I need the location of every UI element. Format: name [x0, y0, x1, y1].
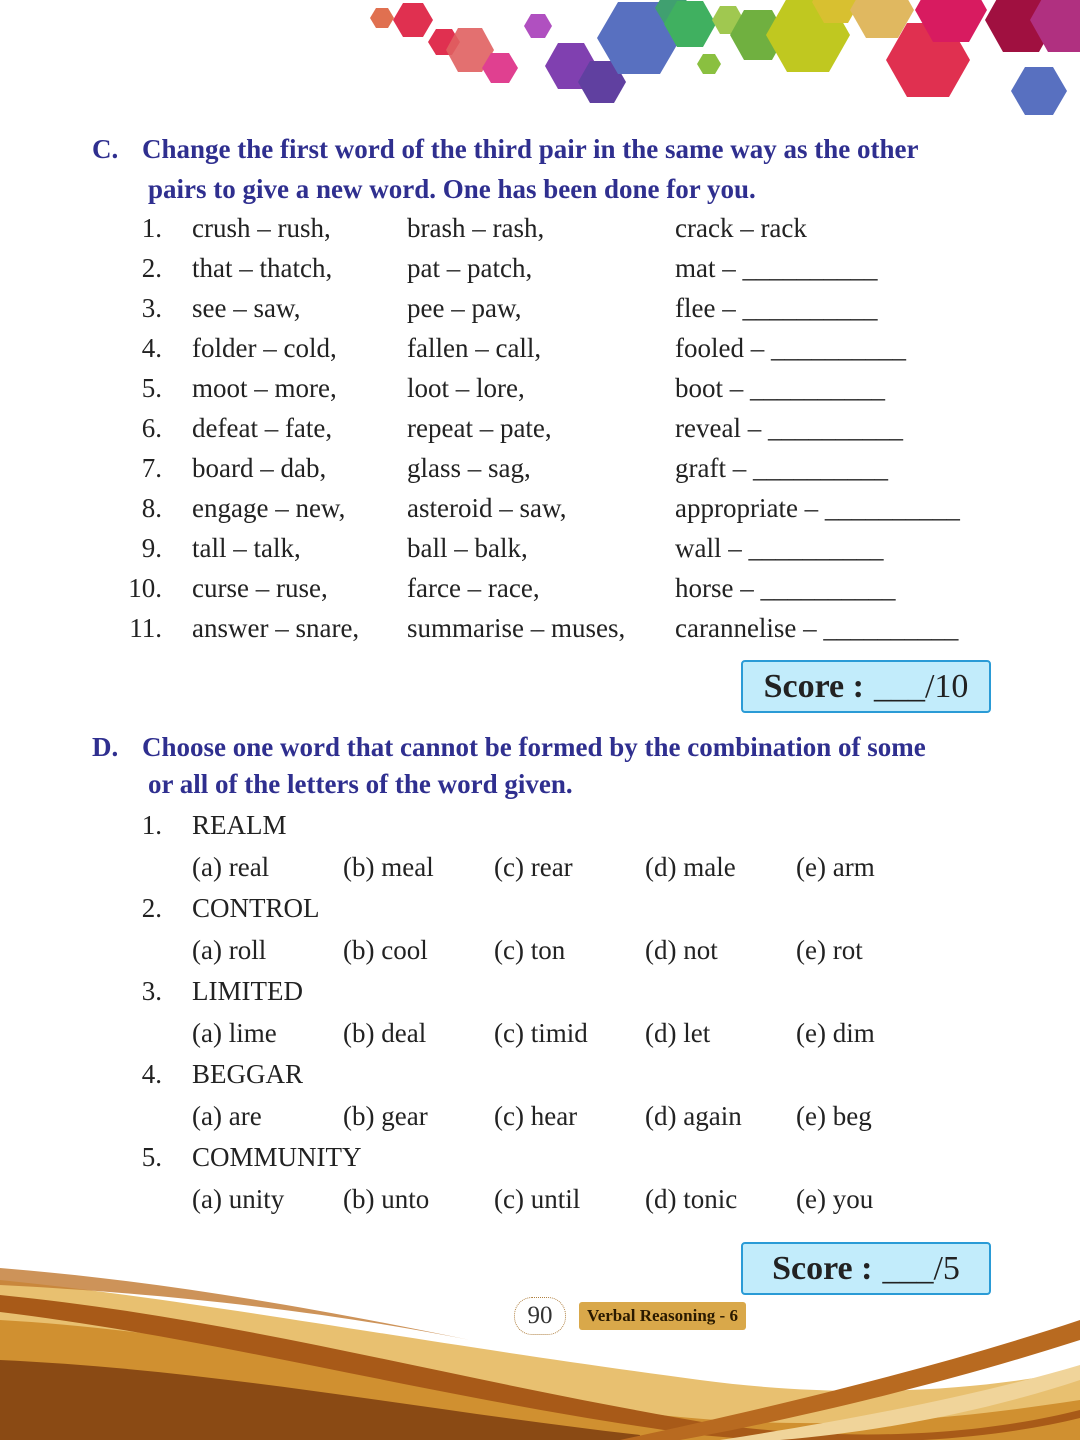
score-label: Score : [772, 1249, 873, 1287]
list-item [0, 1054, 1080, 1094]
list-item [0, 448, 1080, 488]
pair-two: ball – balk, [407, 533, 528, 563]
pair-three-blank[interactable]: boot – __________ [675, 373, 886, 403]
pair-one: engage – new, [192, 493, 346, 523]
item-number: 2. [141, 253, 162, 283]
pair-one: folder – cold, [192, 333, 337, 363]
given-word: COMMUNITY [192, 1142, 362, 1172]
list-item [0, 1137, 1080, 1177]
option-e[interactable]: (e) you [796, 1184, 874, 1214]
list-item [0, 368, 1080, 408]
book-title-tag: Verbal Reasoning - 6 [579, 1302, 746, 1330]
option-b[interactable]: (b) cool [343, 935, 428, 965]
option-d[interactable]: (d) not [645, 935, 718, 965]
item-number: 9. [141, 533, 162, 563]
item-number: 1. [141, 213, 162, 243]
pair-two: farce – race, [407, 573, 540, 603]
item-number: 3. [141, 293, 162, 323]
option-d[interactable]: (d) male [645, 852, 736, 882]
list-item [0, 208, 1080, 248]
pair-two: fallen – call, [407, 333, 542, 363]
option-d[interactable]: (d) again [645, 1101, 742, 1131]
item-number: 1. [141, 810, 162, 840]
item-number: 4. [141, 333, 162, 363]
option-c[interactable]: (c) hear [494, 1101, 578, 1131]
pair-two: glass – sag, [407, 453, 531, 483]
item-number: 6. [141, 413, 162, 443]
pair-three-blank[interactable]: flee – __________ [675, 293, 878, 323]
score-label: Score : [763, 667, 864, 705]
pair-one: see – saw, [192, 293, 301, 323]
pair-three-blank[interactable]: fooled – __________ [675, 333, 906, 363]
given-word: REALM [192, 810, 287, 840]
pair-two: pee – paw, [407, 293, 522, 323]
pair-three: crack – rack [675, 213, 807, 243]
pair-two: repeat – pate, [407, 413, 552, 443]
pair-one: answer – snare, [192, 613, 360, 643]
hexagon-shape [1011, 67, 1067, 115]
option-b[interactable]: (b) unto [343, 1184, 430, 1214]
option-a[interactable]: (a) unity [192, 1184, 285, 1214]
option-c[interactable]: (c) timid [494, 1018, 588, 1048]
item-number: 7. [141, 453, 162, 483]
list-item [0, 888, 1080, 928]
hexagon-banner-decoration [0, 0, 1080, 130]
section-d-instruction-line2: or all of the letters of the word given. [148, 769, 573, 799]
list-item [0, 288, 1080, 328]
option-e[interactable]: (e) beg [796, 1101, 872, 1131]
list-item [0, 971, 1080, 1011]
pair-three-blank[interactable]: wall – __________ [675, 533, 884, 563]
score-value[interactable]: ___/10 [873, 667, 969, 705]
pair-one: tall – talk, [192, 533, 301, 563]
pair-two: pat – patch, [407, 253, 533, 283]
list-item [0, 568, 1080, 608]
pair-two: brash – rash, [407, 213, 545, 243]
option-e[interactable]: (e) rot [796, 935, 863, 965]
item-number: 5. [141, 1142, 162, 1172]
option-d[interactable]: (d) tonic [645, 1184, 738, 1214]
given-word: LIMITED [192, 976, 303, 1006]
option-c[interactable]: (c) ton [494, 935, 566, 965]
option-e[interactable]: (e) arm [796, 852, 875, 882]
list-item [0, 528, 1080, 568]
pair-three-blank[interactable]: reveal – __________ [675, 413, 903, 443]
item-number: 5. [141, 373, 162, 403]
option-b[interactable]: (b) deal [343, 1018, 427, 1048]
option-a[interactable]: (a) roll [192, 935, 267, 965]
item-number: 2. [141, 893, 162, 923]
option-a[interactable]: (a) are [192, 1101, 262, 1131]
section-d-letter: D. [92, 732, 119, 762]
pair-three-blank[interactable]: horse – __________ [675, 573, 896, 603]
hexagon-shape [393, 3, 433, 37]
hexagon-shape [524, 14, 552, 38]
item-number: 10. [128, 573, 162, 603]
list-item [0, 608, 1080, 648]
given-word: BEGGAR [192, 1059, 304, 1089]
option-c[interactable]: (c) until [494, 1184, 581, 1214]
hexagon-shape [697, 54, 721, 74]
given-word: CONTROL [192, 893, 320, 923]
score-value[interactable]: ___/5 [882, 1249, 960, 1287]
pair-one: curse – ruse, [192, 573, 328, 603]
pair-one: board – dab, [192, 453, 327, 483]
section-c-letter: C. [92, 134, 119, 164]
list-item [0, 488, 1080, 528]
section-c-instruction-line2: pairs to give a new word. One has been done for you. [148, 174, 756, 204]
option-e[interactable]: (e) dim [796, 1018, 875, 1048]
list-item [0, 248, 1080, 288]
option-d[interactable]: (d) let [645, 1018, 711, 1048]
pair-three-blank[interactable]: graft – __________ [675, 453, 888, 483]
pair-two: asteroid – saw, [407, 493, 567, 523]
hexagon-shape [370, 8, 394, 28]
pair-one: crush – rush, [192, 213, 331, 243]
list-item [0, 805, 1080, 845]
section-c-score-box [741, 660, 991, 713]
pair-one: defeat – fate, [192, 413, 333, 443]
item-number: 3. [141, 976, 162, 1006]
pair-three-blank[interactable]: carannelise – __________ [675, 613, 959, 643]
pair-one: moot – more, [192, 373, 337, 403]
item-number: 4. [141, 1059, 162, 1089]
item-number: 11. [129, 613, 162, 643]
pair-three-blank[interactable]: appropriate – __________ [675, 493, 960, 523]
pair-two: summarise – muses, [407, 613, 626, 643]
section-d-score-box [741, 1242, 991, 1295]
option-b[interactable]: (b) gear [343, 1101, 428, 1131]
list-item [0, 408, 1080, 448]
pair-one: that – thatch, [192, 253, 333, 283]
option-a[interactable]: (a) real [192, 852, 270, 882]
option-c[interactable]: (c) rear [494, 852, 573, 882]
pair-three-blank[interactable]: mat – __________ [675, 253, 878, 283]
list-item [0, 328, 1080, 368]
section-d-instruction-line1: Choose one word that cannot be formed by the combination of some [142, 732, 926, 762]
page-number: 90 [514, 1297, 566, 1335]
option-a[interactable]: (a) lime [192, 1018, 277, 1048]
option-b[interactable]: (b) meal [343, 852, 434, 882]
section-c-instruction-line1: Change the first word of the third pair in the same way as the other [142, 134, 919, 164]
pair-two: loot – lore, [407, 373, 525, 403]
item-number: 8. [141, 493, 162, 523]
